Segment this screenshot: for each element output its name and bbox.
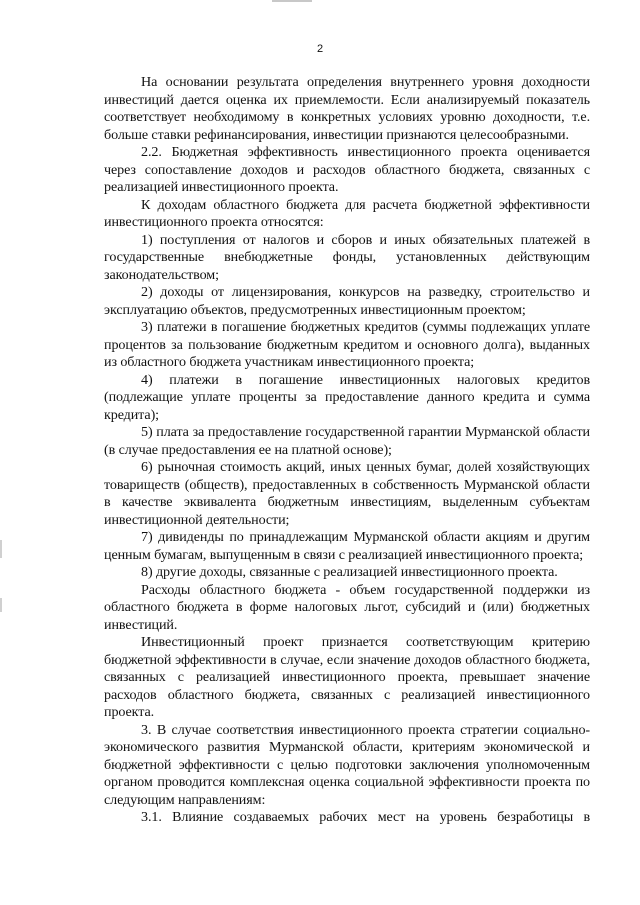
page-number: 2: [316, 43, 324, 55]
scan-artifact-left-edge: [0, 540, 2, 558]
document-body: [104, 74, 590, 827]
paragraph-2-2-budget-efficiency: 2.2. Бюджетная эффективность инвестиционного проекта оценивается через сопоставление доходов и расходов областного бюджета, связанных с реализацией инвестиционного проекта.: [104, 144, 590, 195]
paragraph-budget-expenses: Расходы областного бюджета - объем государственной поддержки из областного бюджета в форме налоговых льгот, субсидий и (или) бюджетных инвестиций.: [104, 581, 590, 633]
list-item-8-other-income: 8) другие доходы, связанные с реализацией инвестиционного проекта.: [141, 564, 558, 580]
scan-artifact-top: [272, 0, 312, 2]
list-item-6-market-value: 6) рыночная стоимость акций, иных ценных бумаг, долей хозяйствующих товариществ (обществ), предоставленных в собственность Мурманской области в качестве эквивалента бюджетным инвестициям, выделенным субъектам инвестиционной деятельности;: [104, 459, 590, 528]
paragraph-3-1-unemployment: 3.1. Влияние создаваемых рабочих мест на уровень безработицы в: [141, 809, 590, 825]
list-item-1-taxes: 1) поступления от налогов и сборов и иных обязательных платежей в государственные внебюджетные фонды, установленных действующим законодательством;: [104, 231, 590, 283]
paragraph-efficiency-criterion: Инвестиционный проект признается соответствующим критерию бюджетной эффективности в случае, если значение доходов областного бюджета, связанных с реализацией инвестиционного проекта, превышает значение расходов областного бюджета, связанных с реализацией инвестиционного проекта.: [104, 634, 590, 720]
paragraph-irr-assessment: На основании результата определения внутреннего уровня доходности инвестиций дается оценка их приемлемости. Если анализируемый показатель соответствует необходимому в конкретных условиях уровню доходности, т.е. больше ставки рефинансирования, инвестиции признаются целесообразными.: [104, 74, 590, 143]
list-item-2-licensing: 2) доходы от лицензирования, конкурсов на разведку, строительство и эксплуатацию объектов, предусмотренных инвестиционным проектом;: [104, 284, 590, 318]
list-item-7-dividends: 7) дивиденды по принадлежащим Мурманской области акциям и другим ценным бумагам, выпущенным в связи с реализацией инвестиционного проекта;: [104, 529, 590, 563]
paragraph-3-social-efficiency: 3. В случае соответствия инвестиционного проекта стратегии социально-экономического развития Мурманской области, критериям экономической и бюджетной эффективности с целью подготовки заключения уполномоченным органом проводится комплексная оценка социальной эффективности проекта по следующим направлениям:: [104, 721, 590, 808]
list-item-4-tax-credits: 4) платежи в погашение инвестиционных налоговых кредитов (подлежащие уплате проценты за предоставление данного кредита и сумма кредита);: [104, 371, 590, 423]
paragraph-budget-revenues-intro: К доходам областного бюджета для расчета бюджетной эффективности инвестиционного проекта относятся:: [104, 196, 590, 230]
list-item-5-guarantee-fee: 5) плата за предоставление государственной гарантии Мурманской области (в случае предоставления ее на платной основе);: [104, 424, 590, 458]
scan-artifact-left-edge: [0, 598, 2, 612]
list-item-3-budget-loans: 3) платежи в погашение бюджетных кредитов (суммы подлежащих уплате процентов за пользование бюджетным кредитом и основного долга), выданных из областного бюджета участникам инвестиционного проекта;: [104, 319, 590, 370]
